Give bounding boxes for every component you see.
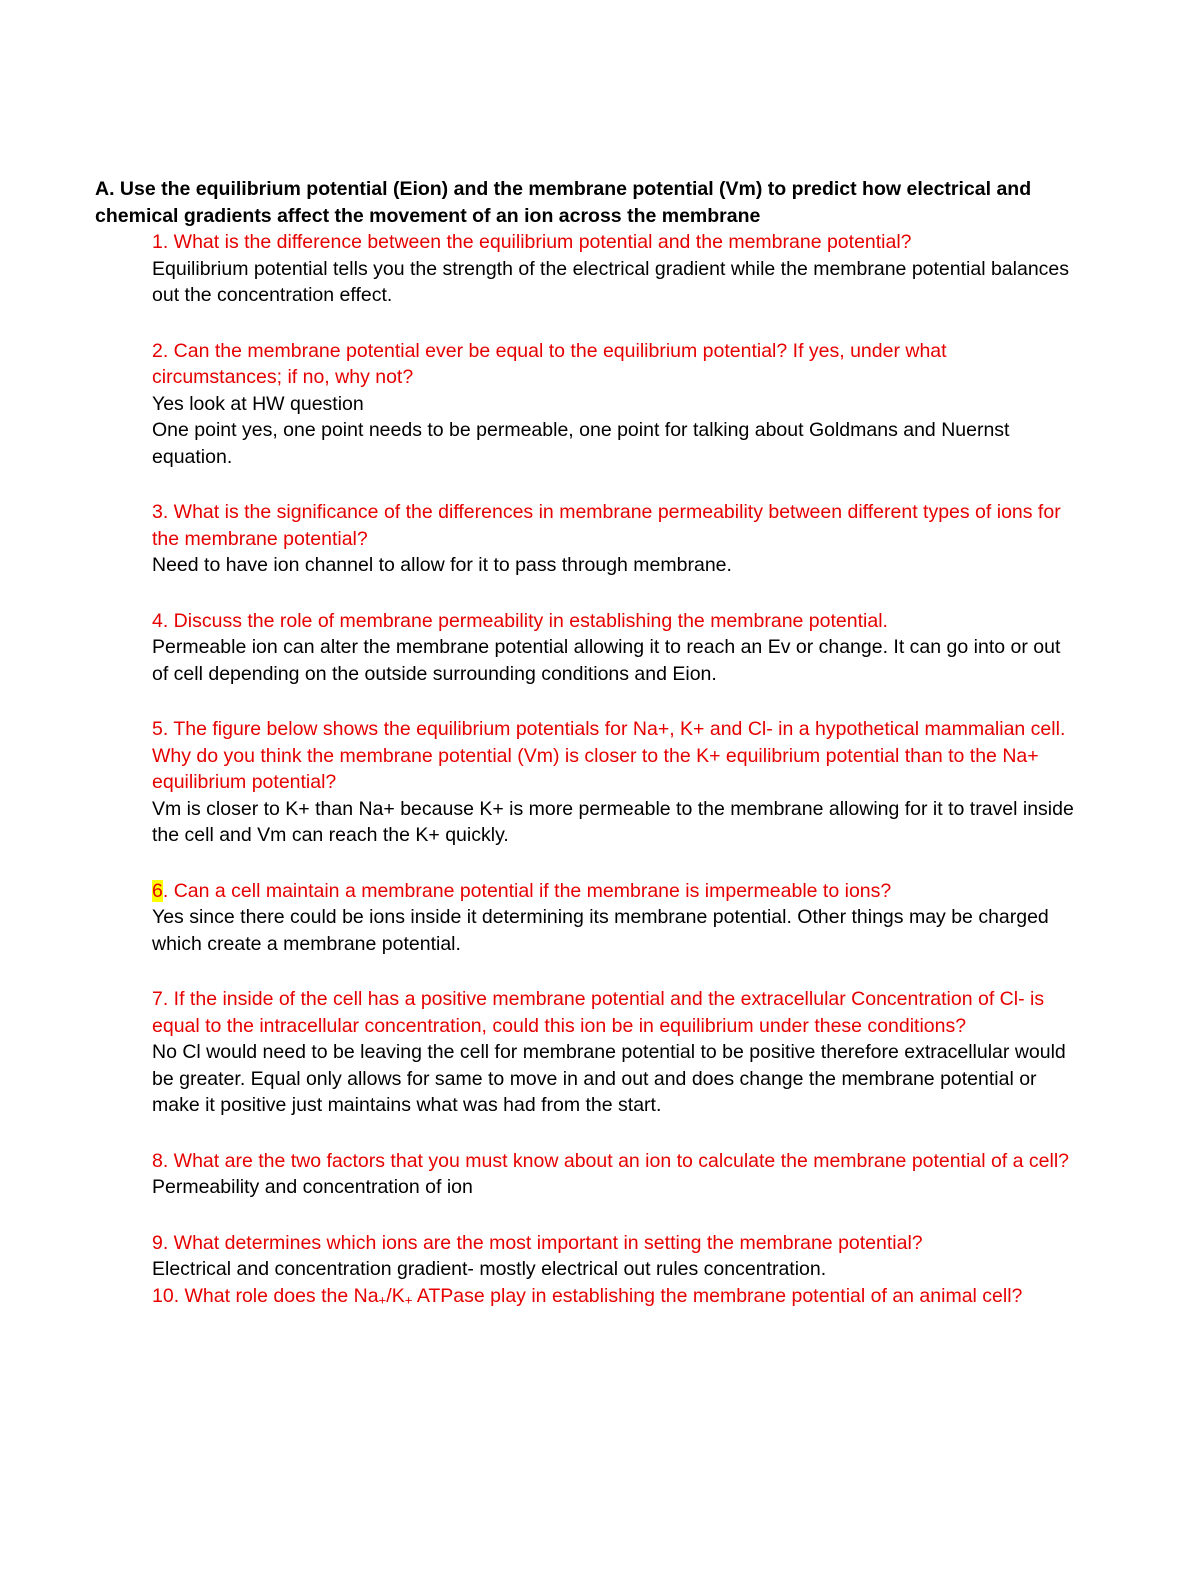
question-1: 1. What is the difference between the equilibrium potential and the membrane potential? [152,231,912,253]
question-9: 9. What determines which ions are the most important in setting the membrane potential? [152,1231,923,1254]
section-heading: A. Use the equilibrium potential (Eion) and the membrane potential (Vm) to predict how electrical and chemical gradients affect the movement of an ion across the membrane [95,178,1032,227]
question-8: 8. What are the two factors that you must know about an ion to calculate the membrane potential of a cell? [152,1149,1070,1172]
answer-3: Need to have ion channel to allow for it to pass through membrane. [152,554,732,576]
qa-block-7 [152,986,1082,1119]
answer-9: Electrical and concentration gradient- mostly electrical out rules concentration. [152,1258,827,1280]
qa-block-8 [152,1148,1082,1201]
qa-block-1 [152,229,1082,309]
question-2: 2. Can the membrane potential ever be equal to the equilibrium potential? If yes, under what circumstances; if no, why not? [152,339,947,388]
answer-6: Yes since there could be ions inside it determining its membrane potential. Other things may be charged which create a membrane potential. [152,906,1049,955]
answer-2-line-2: One point yes, one point needs to be permeable, one point for talking about Goldmans and Nuernst equation. [152,419,1010,468]
question-6-text: . Can a cell maintain a membrane potential if the membrane is impermeable to ions? [162,879,892,902]
answer-2-line-1: Yes look at HW question [152,392,364,415]
answer-5: Vm is closer to K+ than Na+ because K+ is more permeable to the membrane allowing for it to travel inside the cell and Vm can reach the K+ quickly. [152,797,1074,846]
qa-block-3 [152,499,1082,579]
answer-7: No Cl would need to be leaving the cell for membrane potential to be positive therefore extracellular would be greater. Equal only allows for same to move in and out and does change the membrane potential or make it positive just maintains what was had from the start. [152,1041,1066,1116]
qa-block-4 [152,608,1082,688]
question-10-part-3: ATPase play in establishing the membrane potential of an animal cell? [412,1284,1023,1307]
potassium-subscript-plus: + [404,1291,413,1307]
question-3: 3. What is the significance of the differences in membrane permeability between different types of ions for the membrane potential? [152,501,1061,550]
qa-block-2 [152,338,1082,471]
highlighted-question-number: 6 [152,879,163,902]
question-10-part-2: /K [386,1284,405,1307]
question-4: 4. Discuss the role of membrane permeability in establishing the membrane potential. [152,609,888,632]
answer-1: Equilibrium potential tells you the strength of the electrical gradient while the membrane potential balances out the concentration effect. [152,257,1070,306]
qa-block-10 [152,1283,1082,1314]
question-5: 5. The figure below shows the equilibrium potentials for Na+, K+ and Cl- in a hypothetical mammalian cell. Why do you think the membrane potential (Vm) is closer to the K+ equilibrium potential than to the Na+ equilibrium potential? [152,718,1066,793]
qa-block-5 [152,716,1082,849]
qa-block-9 [152,1230,1082,1283]
question-10-part-1: 10. What role does the Na [152,1284,379,1307]
question-10 [152,1283,1082,1314]
answer-4: Permeable ion can alter the membrane potential allowing it to reach an Ev or change. It can go into or out of cell depending on the outside surrounding conditions and Eion. [152,636,1061,685]
qa-block-6 [152,878,1082,958]
sodium-subscript-plus: + [378,1291,387,1307]
question-7: 7. If the inside of the cell has a positive membrane potential and the extracellular Concentration of Cl- is equal to the intracellular concentration, could this ion be in equilibrium under these conditions? [152,988,1045,1037]
answer-8: Permeability and concentration of ion [152,1176,473,1198]
question-6 [152,878,1082,905]
